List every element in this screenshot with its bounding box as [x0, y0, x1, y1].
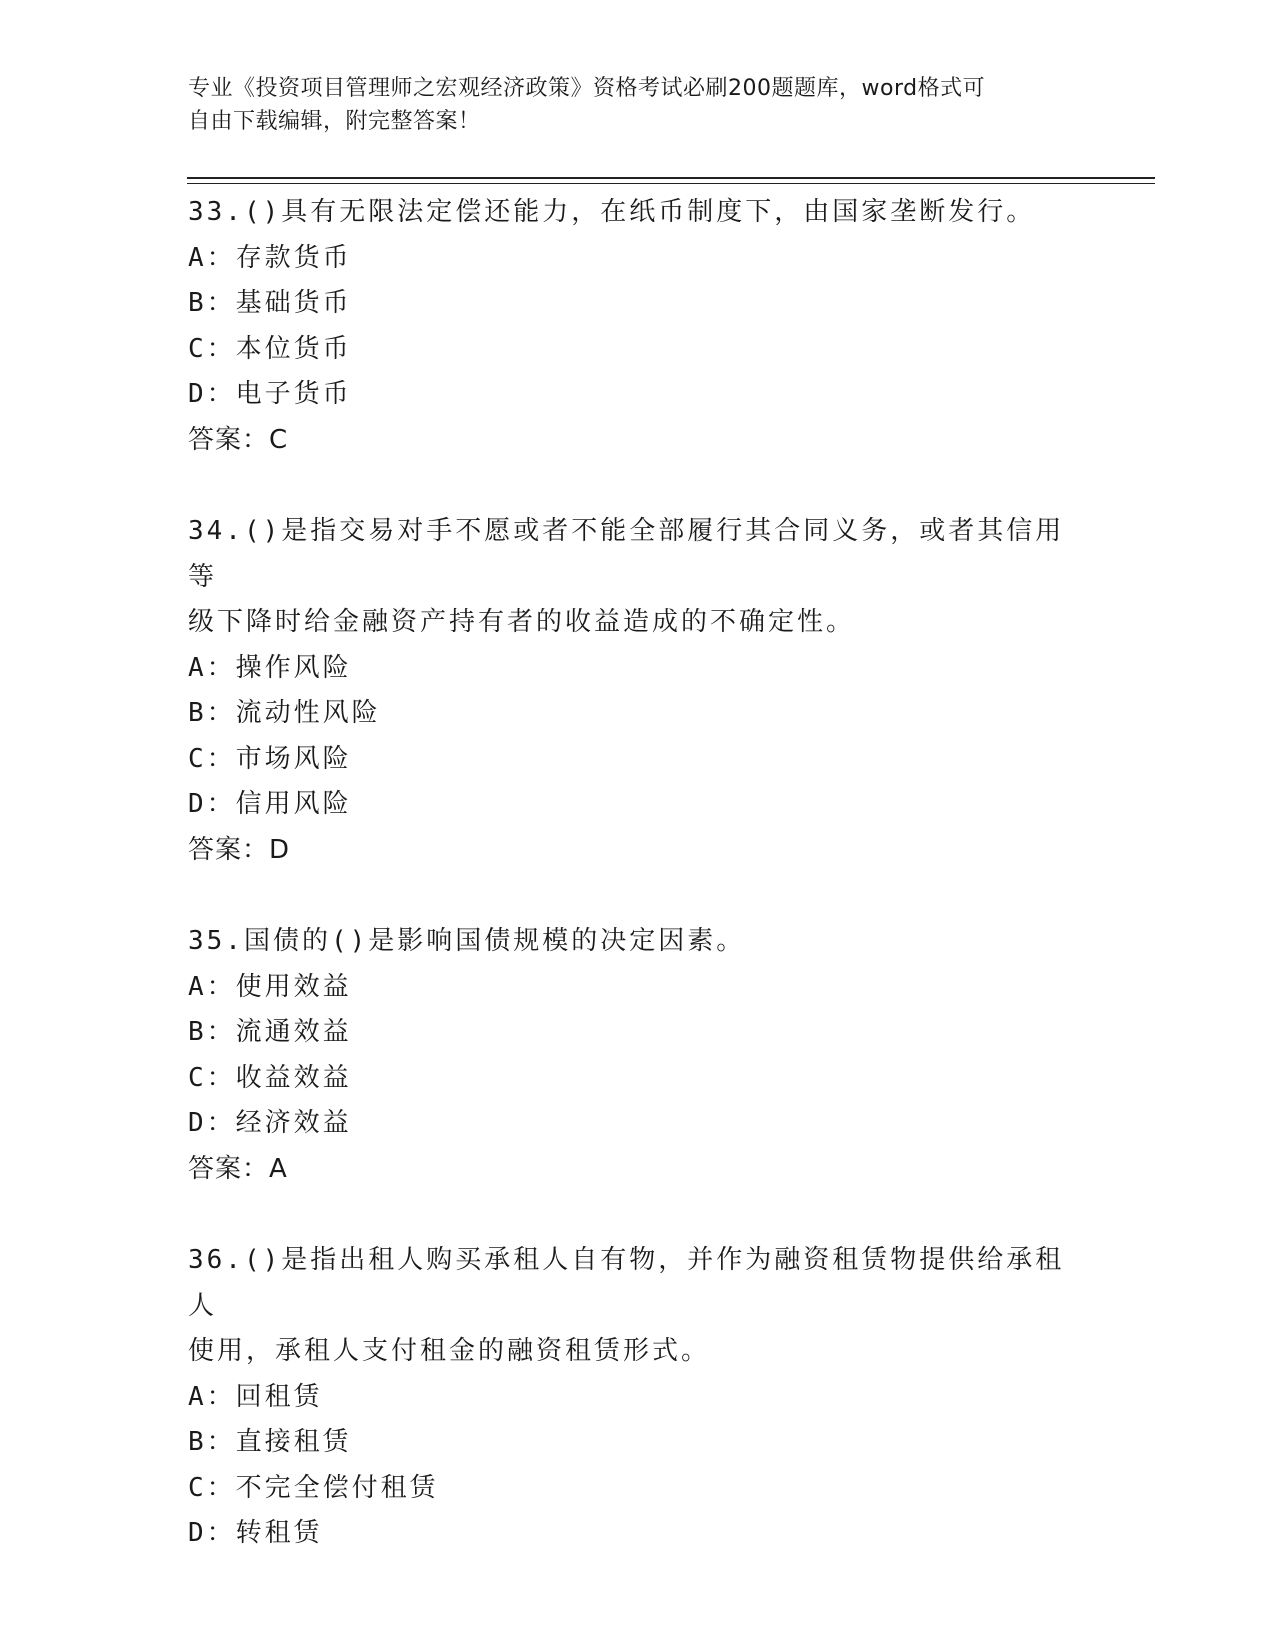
question-stem-line-1: 34.()是指交易对手不愿或者不能全部履行其合同义务，或者其信用等	[188, 516, 1065, 592]
answer: 答案：D	[188, 834, 291, 865]
document-header	[188, 72, 1068, 138]
question-stem-line-2: 级下降时给金融资产持有者的收益造成的不确定性。	[188, 607, 856, 637]
header-rule-thick	[187, 177, 1155, 179]
option-a: A：回租赁	[188, 1381, 323, 1412]
option-a: A：使用效益	[188, 971, 352, 1002]
option-d: D：转租赁	[188, 1518, 323, 1548]
question-stem: 35.国债的()是影响国债规模的决定因素。	[188, 926, 746, 956]
option-c: C：本位货币	[188, 333, 352, 364]
question-36	[188, 1238, 1088, 1557]
header-rule-thin	[187, 183, 1155, 184]
option-b: B：流通效益	[188, 1017, 352, 1047]
option-d: D：信用风险	[188, 789, 352, 819]
question-stem: 33.()具有无限法定偿还能力，在纸币制度下，由国家垄断发行。	[188, 197, 1036, 227]
question-list	[188, 190, 1088, 1603]
option-b: B：直接租赁	[188, 1427, 352, 1457]
header-line-2: 自由下载编辑，附完整答案！	[188, 109, 481, 134]
option-d: D：经济效益	[188, 1108, 352, 1138]
option-a: A：存款货币	[188, 242, 352, 273]
option-c: C：不完全偿付租赁	[188, 1472, 439, 1503]
question-34	[188, 509, 1088, 873]
option-b: B：流动性风险	[188, 698, 381, 728]
question-33	[188, 190, 1088, 463]
question-stem-line-1: 36.()是指出租人购买承租人自有物，并作为融资租赁物提供给承租人	[188, 1245, 1065, 1321]
answer: 答案：A	[188, 1153, 288, 1184]
option-c: C：收益效益	[188, 1062, 352, 1093]
header-line-1: 专业《投资项目管理师之宏观经济政策》资格考试必刷200题题库，word格式可	[188, 76, 986, 101]
option-d: D：电子货币	[188, 379, 352, 409]
option-a: A：操作风险	[188, 652, 352, 683]
question-35	[188, 919, 1088, 1192]
option-b: B：基础货币	[188, 288, 352, 318]
answer: 答案：C	[188, 424, 289, 455]
option-c: C：市场风险	[188, 743, 352, 774]
question-stem-line-2: 使用，承租人支付租金的融资租赁形式。	[188, 1336, 711, 1366]
